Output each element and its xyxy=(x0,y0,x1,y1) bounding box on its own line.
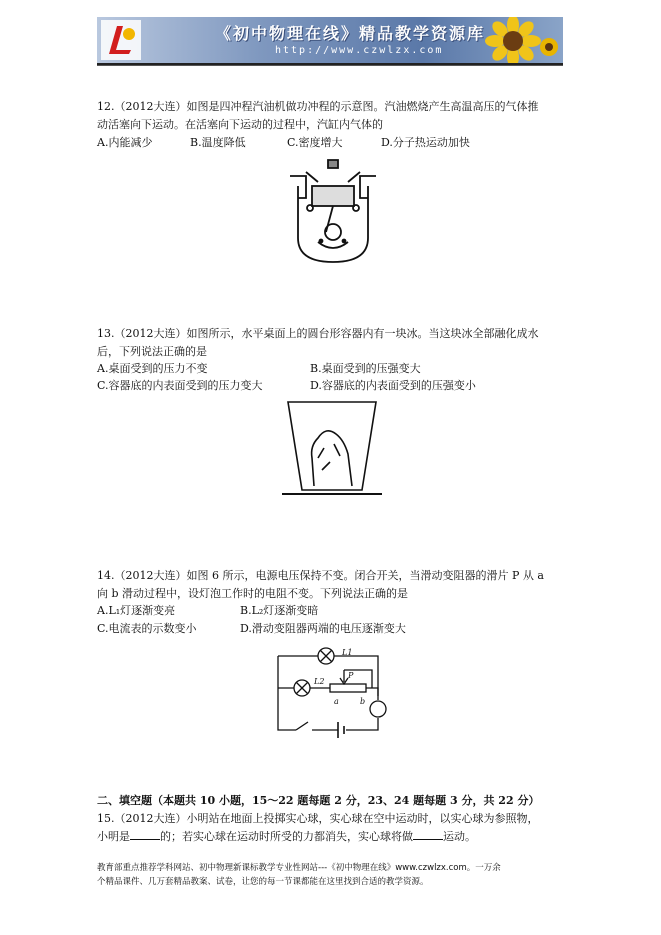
q13-option-b: B.桌面受到的压强变大 xyxy=(310,362,421,375)
q12-option-c: C.密度增大 xyxy=(287,136,343,149)
q12-option-b: B.温度降低 xyxy=(190,136,246,149)
q14-option-b: B.L₂灯逐渐变暗 xyxy=(240,604,319,617)
label-b: b xyxy=(360,697,366,706)
q14-option-d: D.滑动变阻器两端的电压逐渐变大 xyxy=(240,622,406,635)
q15-text-a: 小明是 xyxy=(97,830,130,843)
engine-diagram xyxy=(288,158,378,266)
q13-option-d: D.容器底的内表面受到的压强变小 xyxy=(310,379,476,392)
footer-line1: 教育部重点推荐学科网站、初中物理新课标教学专业性网站---《初中物理在线》www.czwlzx.com。一万余 xyxy=(97,863,501,873)
header-divider xyxy=(97,65,563,66)
q12-option-a: A.内能减少 xyxy=(97,136,153,149)
q14-option-c: C.电流表的示数变小 xyxy=(97,622,197,635)
q13-stem-line2: 后，下列说法正确的是 xyxy=(97,345,207,358)
ice-container-diagram xyxy=(282,398,382,500)
q12-stem-line2: 动活塞向下运动。在活塞向下运动的过程中，汽缸内气体的 xyxy=(97,118,383,131)
section2-heading: 二、填空题（本题共 10 小题，15～22 题每题 2 分，23、24 题每题 3 分，共 22 分） xyxy=(97,794,540,807)
q13-option-a: A.桌面受到的压力不变 xyxy=(97,362,208,375)
rheostat-icon xyxy=(330,684,366,692)
q13-option-c: C.容器底的内表面受到的压力变大 xyxy=(97,379,263,392)
q15-text-c: 运动。 xyxy=(443,830,476,843)
q14-option-a: A.L₁灯逐渐变亮 xyxy=(97,604,176,617)
q15-line2 xyxy=(97,829,476,844)
header-banner xyxy=(97,17,563,65)
q14-stem-line1: 14.（2012大连）如图 6 所示，电源电压保持不变。闭合开关，当滑动变阻器的滑片 P 从 a xyxy=(97,569,544,582)
q15-line1: 15.（2012大连）小明站在地面上投掷实心球，实心球在空中运动时，以实心球为参照物， xyxy=(97,812,539,825)
label-l1: L1 xyxy=(342,648,353,657)
label-p: P xyxy=(348,671,354,680)
header-title: 《初中物理在线》精品教学资源库 xyxy=(215,24,486,43)
header-url[interactable]: http://www.czwlzx.com xyxy=(275,45,444,56)
q15-blank-1[interactable] xyxy=(130,829,160,840)
site-logo-icon xyxy=(101,20,141,60)
q15-text-b: 的；若实心球在运动时所受的力都消失，实心球将做 xyxy=(160,830,413,843)
q14-stem-line2: 向 b 滑动过程中，设灯泡工作时的电阻不变。下列说法正确的是 xyxy=(97,587,409,600)
footer-line2: 个精品课件、几万套精品教案、试卷，让您的每一节课都能在这里找到合适的教学资源。 xyxy=(97,877,429,887)
sunflower-icon xyxy=(467,17,559,63)
label-l2: L2 xyxy=(314,677,325,686)
q13-stem-line1: 13.（2012大连）如图所示，水平桌面上的圆台形容器内有一块冰。当这块冰全部融化成水 xyxy=(97,327,539,340)
q15-blank-2[interactable] xyxy=(413,829,443,840)
q12-stem-line1: 12.（2012大连）如图是四冲程汽油机做功冲程的示意图。汽油燃烧产生高温高压的气体推 xyxy=(97,100,539,113)
q12-option-d: D.分子热运动加快 xyxy=(381,136,470,149)
circuit-diagram xyxy=(272,646,388,738)
label-a: a xyxy=(334,697,339,706)
ammeter-icon xyxy=(370,701,386,717)
